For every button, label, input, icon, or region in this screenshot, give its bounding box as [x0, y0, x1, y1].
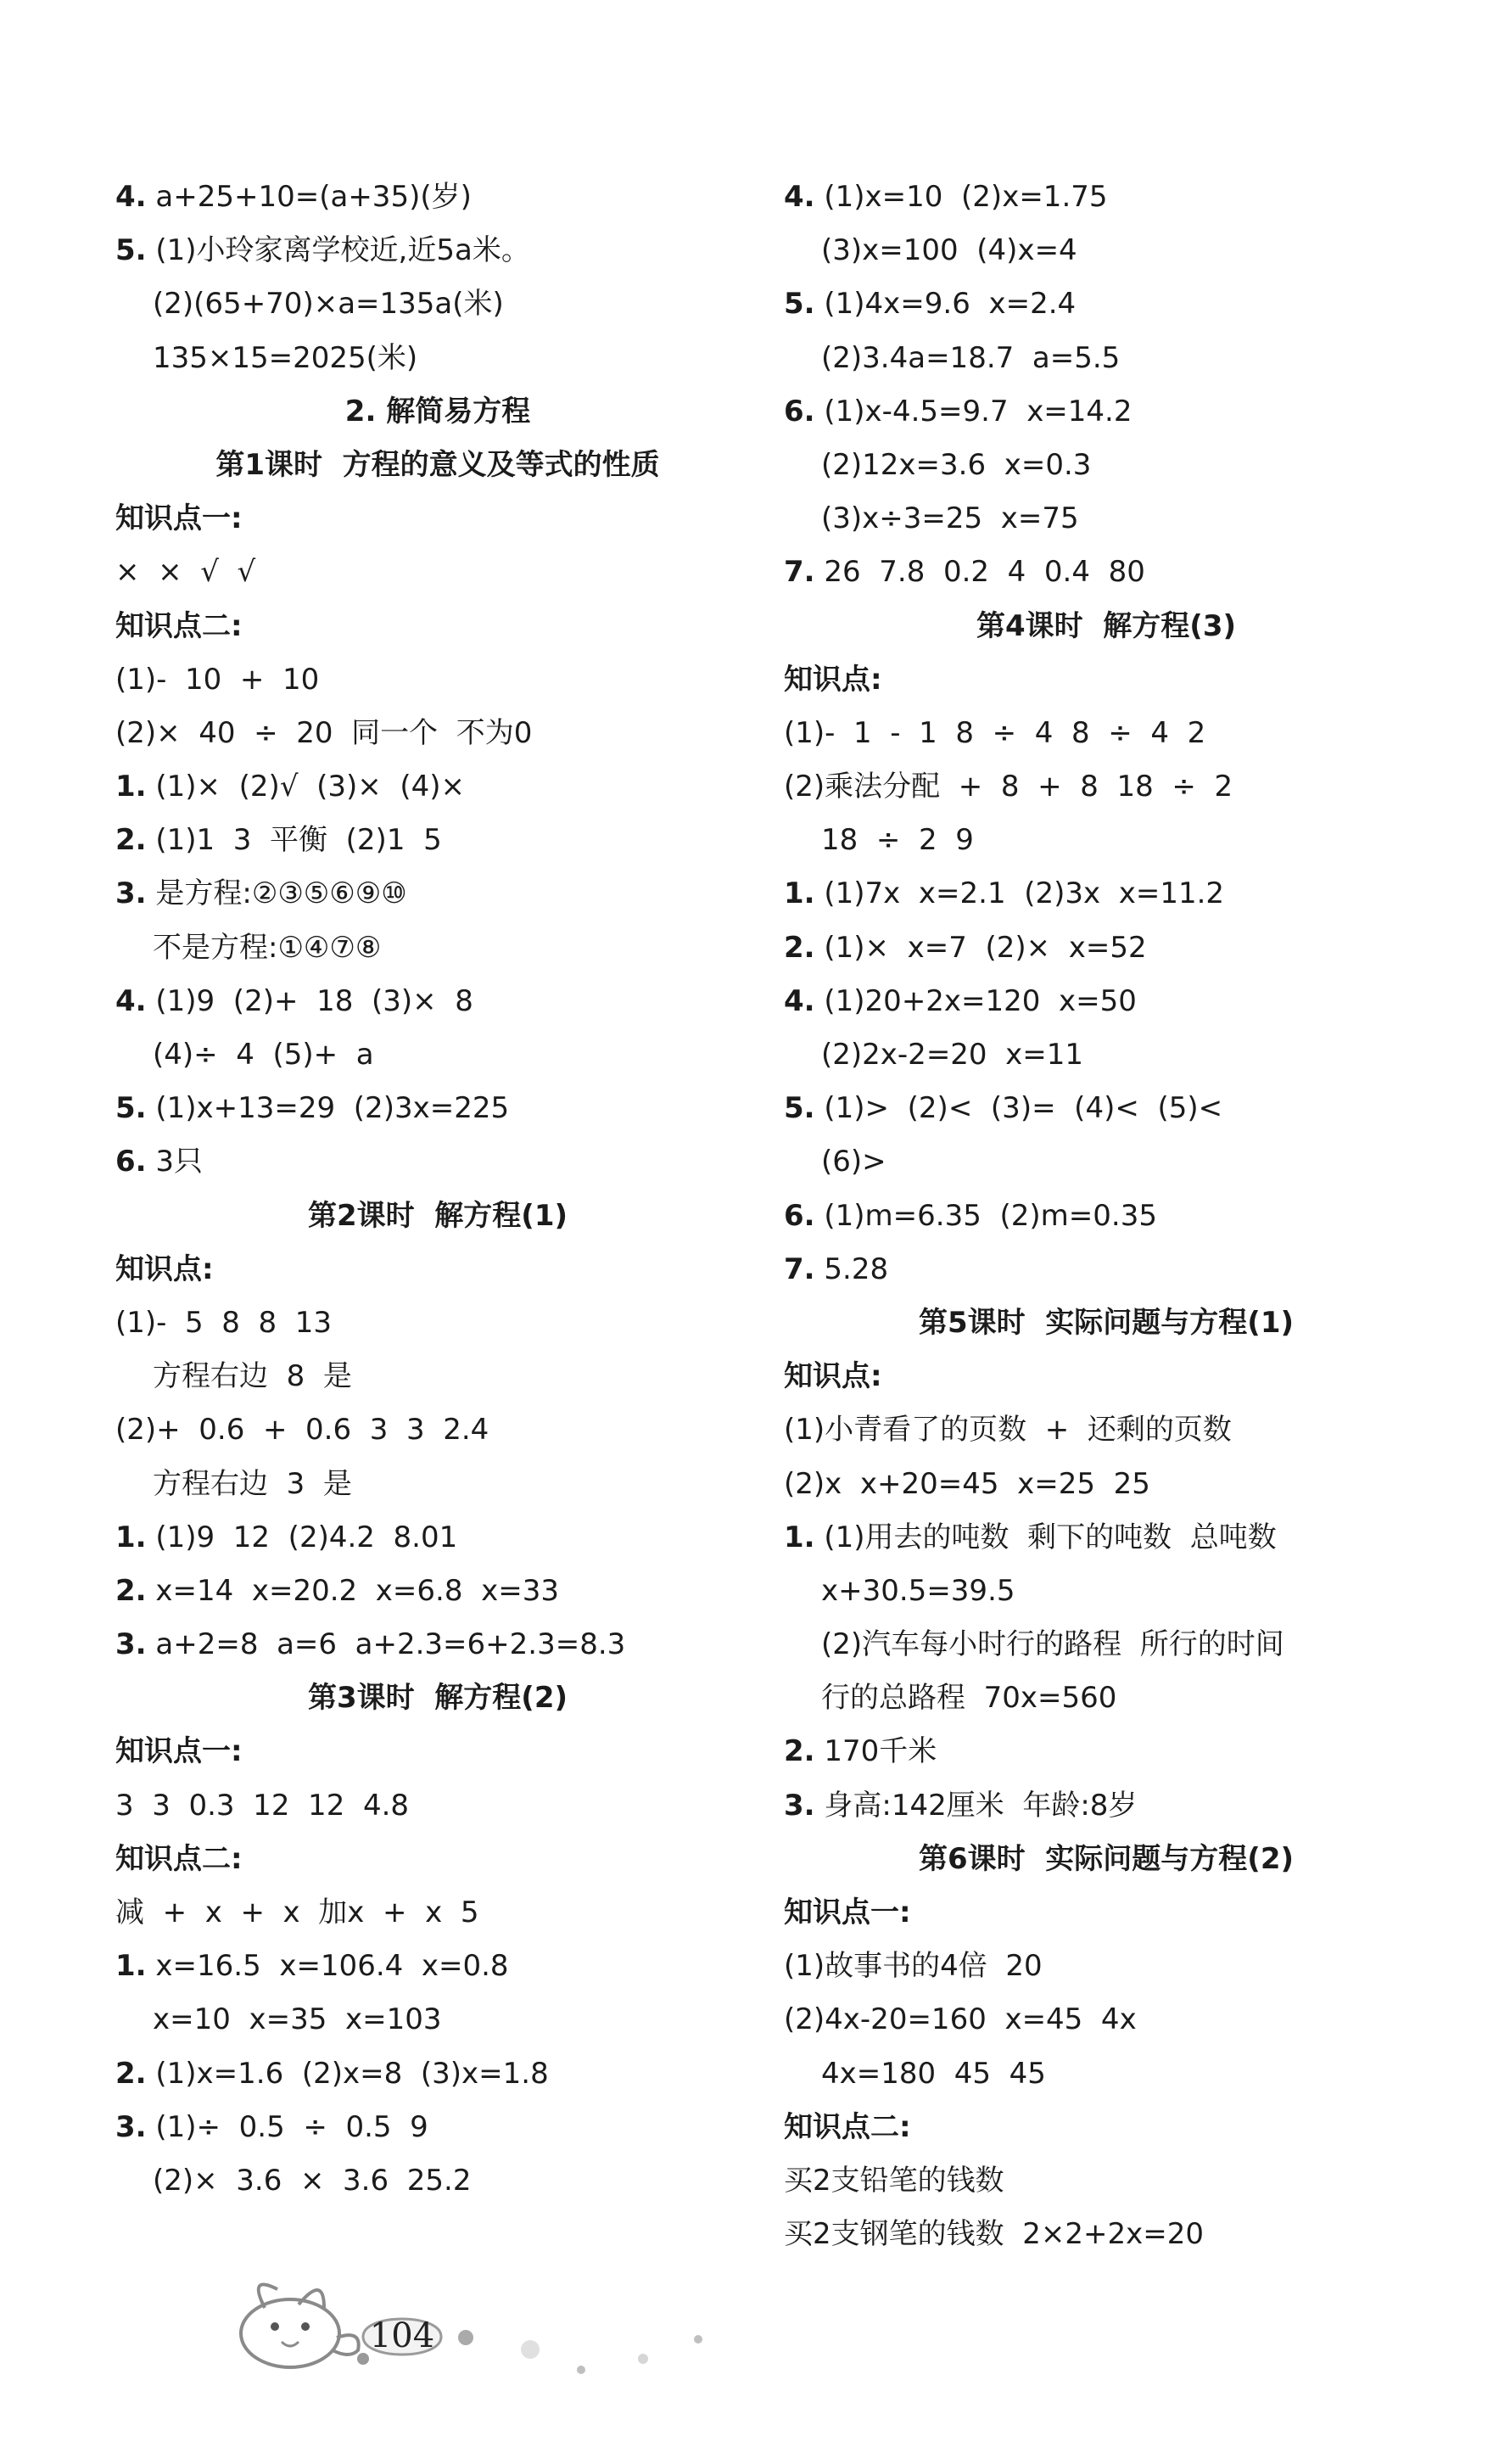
answer-line	[784, 1028, 1429, 1082]
answer-line	[784, 1565, 1429, 1618]
question-number: 1.	[115, 1949, 147, 1984]
question-number: 2.	[115, 2056, 147, 2091]
line-text: 2. 解简易方程	[344, 394, 531, 428]
answer-line	[115, 867, 760, 921]
answer-line	[784, 1618, 1429, 1672]
answer-line	[115, 1458, 760, 1511]
line-text: (2)4x-20=160 x=45 4x	[784, 2002, 1137, 2037]
question-number: 5.	[115, 233, 147, 268]
line-text: (1)- 1 - 1 8 ÷ 4 8 ÷ 4 2	[784, 715, 1206, 750]
question-number: 3.	[115, 2109, 147, 2144]
line-text: (1)m=6.35 (2)m=0.35	[824, 1198, 1157, 1233]
section-heading	[115, 385, 760, 439]
line-text: 方程右边 8 是	[153, 1359, 352, 1394]
question-number: 6.	[784, 394, 815, 428]
answer-line	[784, 1993, 1429, 2047]
question-number: 3.	[784, 1788, 815, 1823]
question-number: 5.	[784, 287, 815, 322]
knowledge-point-heading	[115, 1243, 760, 1296]
line-text: 知识点一:	[784, 1896, 911, 1929]
answer-line	[784, 867, 1429, 921]
line-text: (1)20+2x=120 x=50	[824, 983, 1137, 1018]
line-text: 第5课时 实际问题与方程(1)	[918, 1305, 1295, 1340]
answer-line	[784, 492, 1429, 546]
line-text: a+25+10=(a+35)(岁)	[155, 180, 472, 214]
line-text: 方程右边 3 是	[153, 1466, 352, 1501]
line-text: 3 3 0.3 12 12 4.8	[115, 1788, 410, 1823]
line-text: 知识点:	[784, 1359, 882, 1394]
question-number: 4.	[784, 180, 815, 214]
line-text: (1)x+13=29 (2)3x=225	[155, 1091, 510, 1126]
line-text: (1)1 3 平衡 (2)1 5	[155, 823, 442, 858]
line-text: (1)× (2)√ (3)× (4)×	[155, 770, 466, 804]
line-text: (1)9 (2)+ 18 (3)× 8	[155, 983, 473, 1018]
line-text: (1)4x=9.6 x=2.4	[824, 287, 1077, 322]
question-number: 7.	[784, 1252, 815, 1286]
question-number: 1.	[784, 876, 815, 911]
answer-line	[784, 921, 1429, 975]
line-text: (2)2x-2=20 x=11	[821, 1038, 1084, 1072]
decor-dot	[577, 2366, 585, 2374]
knowledge-point-heading	[784, 653, 1429, 707]
line-text: 3只	[155, 1145, 204, 1179]
line-text: (4)÷ 4 (5)+ a	[153, 1038, 374, 1072]
line-text: x=10 x=35 x=103	[153, 2002, 442, 2037]
left-column	[115, 171, 760, 2208]
line-text: (1)9 12 (2)4.2 8.01	[155, 1520, 458, 1554]
answer-line	[784, 277, 1429, 331]
line-text: 买2支钢笔的钱数 2×2+2x=20	[784, 2217, 1204, 2252]
line-text: (1)小玲家离学校近,近5a米。	[155, 233, 530, 268]
answer-line	[784, 1243, 1429, 1296]
line-text: (1)x=10 (2)x=1.75	[824, 180, 1108, 214]
line-text: 行的总路程 70x=560	[821, 1681, 1117, 1716]
line-text: 4x=180 45 45	[821, 2056, 1046, 2091]
answer-line	[784, 1511, 1429, 1565]
answer-line	[115, 921, 760, 975]
answer-line	[115, 224, 760, 277]
knowledge-point-heading	[115, 600, 760, 653]
answer-line	[784, 1779, 1429, 1833]
line-text: x=16.5 x=106.4 x=0.8	[155, 1949, 509, 1984]
question-number: 4.	[115, 983, 147, 1018]
answer-line	[784, 1135, 1429, 1189]
line-text: 知识点:	[115, 1252, 214, 1286]
answer-line	[784, 2047, 1429, 2101]
line-text: 第2课时 解方程(1)	[307, 1198, 568, 1233]
line-text: x+30.5=39.5	[821, 1573, 1015, 1608]
line-text: 5.28	[824, 1252, 889, 1286]
line-text: 26 7.8 0.2 4 0.4 80	[824, 555, 1145, 590]
line-text: 减 + x + x 加x + x 5	[115, 1896, 479, 1929]
line-text: (1)÷ 0.5 ÷ 0.5 9	[155, 2109, 428, 2144]
question-number: 2.	[784, 930, 815, 965]
line-text: 第1课时 方程的意义及等式的性质	[215, 447, 660, 482]
answer-line	[115, 2047, 760, 2101]
answer-line	[115, 653, 760, 707]
line-text: × × √ √	[115, 555, 256, 590]
section-heading	[115, 439, 760, 492]
answer-line	[115, 975, 760, 1028]
answer-line	[784, 1190, 1429, 1243]
question-number: 5.	[115, 1091, 147, 1126]
decor-dot	[694, 2335, 702, 2344]
answer-line	[115, 1403, 760, 1457]
line-text: (2)(65+70)×a=135a(米)	[153, 287, 504, 322]
knowledge-point-heading	[784, 1350, 1429, 1403]
question-number: 1.	[784, 1520, 815, 1554]
answer-line	[115, 1618, 760, 1672]
line-text: (2)12x=3.6 x=0.3	[821, 447, 1092, 482]
answer-line	[784, 439, 1429, 492]
answer-line	[784, 546, 1429, 599]
answer-line	[784, 975, 1429, 1028]
line-text: (1)x-4.5=9.7 x=14.2	[824, 394, 1132, 428]
answer-line	[115, 1886, 760, 1940]
answer-line	[115, 1779, 760, 1833]
right-column	[784, 171, 1429, 2261]
line-text: 知识点:	[784, 662, 882, 697]
section-heading	[115, 1672, 760, 1725]
line-text: (1)用去的吨数 剩下的吨数 总吨数	[824, 1520, 1277, 1554]
answer-line	[784, 224, 1429, 277]
answer-line	[115, 1296, 760, 1350]
question-number: 2.	[115, 1573, 147, 1608]
answer-line	[784, 2208, 1429, 2261]
question-number: 5.	[784, 1091, 815, 1126]
answer-line	[115, 332, 760, 385]
line-text: 知识点二:	[115, 1841, 243, 1876]
line-text: 135×15=2025(米)	[153, 340, 418, 375]
answer-line	[784, 814, 1429, 867]
line-text: x=14 x=20.2 x=6.8 x=33	[155, 1573, 559, 1608]
page-number: 104	[369, 2316, 435, 2355]
answer-line	[784, 1725, 1429, 1778]
line-text: 知识点一:	[115, 1734, 243, 1769]
answer-line	[784, 1940, 1429, 1993]
question-number: 4.	[115, 180, 147, 214]
line-text: 第6课时 实际问题与方程(2)	[918, 1841, 1295, 1876]
line-text: 170千米	[824, 1734, 937, 1769]
knowledge-point-heading	[115, 1725, 760, 1778]
answer-line	[784, 1082, 1429, 1135]
answer-line	[784, 385, 1429, 439]
question-number: 1.	[115, 770, 147, 804]
line-text: (2)× 3.6 × 3.6 25.2	[153, 2163, 472, 2198]
question-number: 7.	[784, 555, 815, 590]
knowledge-point-heading	[784, 2101, 1429, 2154]
question-number: 6.	[784, 1198, 815, 1233]
line-text: 18 ÷ 2 9	[821, 823, 974, 858]
question-number: 2.	[115, 823, 147, 858]
answer-line	[115, 1940, 760, 1993]
answer-line	[115, 1028, 760, 1082]
answer-line	[784, 1672, 1429, 1725]
line-text: (6)>	[821, 1145, 886, 1179]
line-text: (2)x x+20=45 x=25 25	[784, 1466, 1150, 1501]
question-number: 6.	[115, 1145, 147, 1179]
line-text: (1)小青看了的页数 + 还剩的页数	[784, 1413, 1232, 1448]
section-heading	[784, 1296, 1429, 1350]
question-number: 1.	[115, 1520, 147, 1554]
answer-line	[784, 707, 1429, 760]
answer-line	[115, 2101, 760, 2154]
answer-line	[115, 1565, 760, 1618]
line-text: 知识点一:	[115, 501, 243, 536]
answer-line	[115, 1082, 760, 1135]
line-text: 买2支铅笔的钱数	[784, 2163, 1004, 2198]
line-text: 第4课时 解方程(3)	[976, 608, 1237, 643]
line-text: 身高:142厘米 年龄:8岁	[824, 1788, 1138, 1823]
line-text: (3)x÷3=25 x=75	[821, 501, 1079, 536]
answer-line	[115, 1135, 760, 1189]
knowledge-point-heading	[784, 1886, 1429, 1940]
line-text: 知识点二:	[115, 608, 243, 643]
line-text: 是方程:②③⑤⑥⑨⑩	[155, 876, 407, 911]
answer-line	[115, 1350, 760, 1403]
line-text: (1)x=1.6 (2)x=8 (3)x=1.8	[155, 2056, 549, 2091]
decor-dot	[521, 2340, 540, 2359]
line-text: (2)汽车每小时行的路程 所行的时间	[821, 1627, 1284, 1662]
answer-line	[115, 707, 760, 760]
answer-line	[784, 1403, 1429, 1457]
line-text: 不是方程:①④⑦⑧	[153, 930, 382, 965]
answer-line	[115, 171, 760, 224]
line-text: 第3课时 解方程(2)	[307, 1681, 568, 1716]
decor-dot	[638, 2354, 648, 2364]
line-text: (1)故事书的4倍 20	[784, 1949, 1043, 1984]
question-number: 3.	[115, 1627, 147, 1662]
line-text: (1)- 5 8 8 13	[115, 1305, 333, 1340]
line-text: 知识点二:	[784, 2109, 911, 2144]
answer-line	[115, 546, 760, 599]
decor-dot	[458, 2330, 473, 2345]
section-heading	[784, 1833, 1429, 1886]
answer-line	[784, 2154, 1429, 2208]
answer-line	[784, 760, 1429, 814]
question-number: 2.	[784, 1734, 815, 1769]
question-number: 4.	[784, 983, 815, 1018]
line-text: (1)× x=7 (2)× x=52	[824, 930, 1147, 965]
answer-line	[784, 171, 1429, 224]
answer-line	[784, 332, 1429, 385]
knowledge-point-heading	[115, 1833, 760, 1886]
answer-line	[115, 2154, 760, 2208]
answer-line	[115, 277, 760, 331]
section-heading	[115, 1190, 760, 1243]
line-text: (1)- 10 + 10	[115, 662, 320, 697]
line-text: (2)3.4a=18.7 a=5.5	[821, 340, 1121, 375]
line-text: a+2=8 a=6 a+2.3=6+2.3=8.3	[155, 1627, 626, 1662]
answer-line	[115, 1993, 760, 2047]
answer-line	[115, 814, 760, 867]
line-text: (2)× 40 ÷ 20 同一个 不为0	[115, 715, 533, 750]
answer-line	[784, 1458, 1429, 1511]
answer-line	[115, 760, 760, 814]
line-text: (1)> (2)< (3)= (4)< (5)<	[824, 1091, 1223, 1126]
line-text: (2)乘法分配 + 8 + 8 18 ÷ 2	[784, 770, 1233, 804]
line-text: (1)7x x=2.1 (2)3x x=11.2	[824, 876, 1225, 911]
answer-line	[115, 1511, 760, 1565]
line-text: (3)x=100 (4)x=4	[821, 233, 1077, 268]
line-text: (2)+ 0.6 + 0.6 3 3 2.4	[115, 1413, 489, 1448]
knowledge-point-heading	[115, 492, 760, 546]
section-heading	[784, 600, 1429, 653]
question-number: 3.	[115, 876, 147, 911]
